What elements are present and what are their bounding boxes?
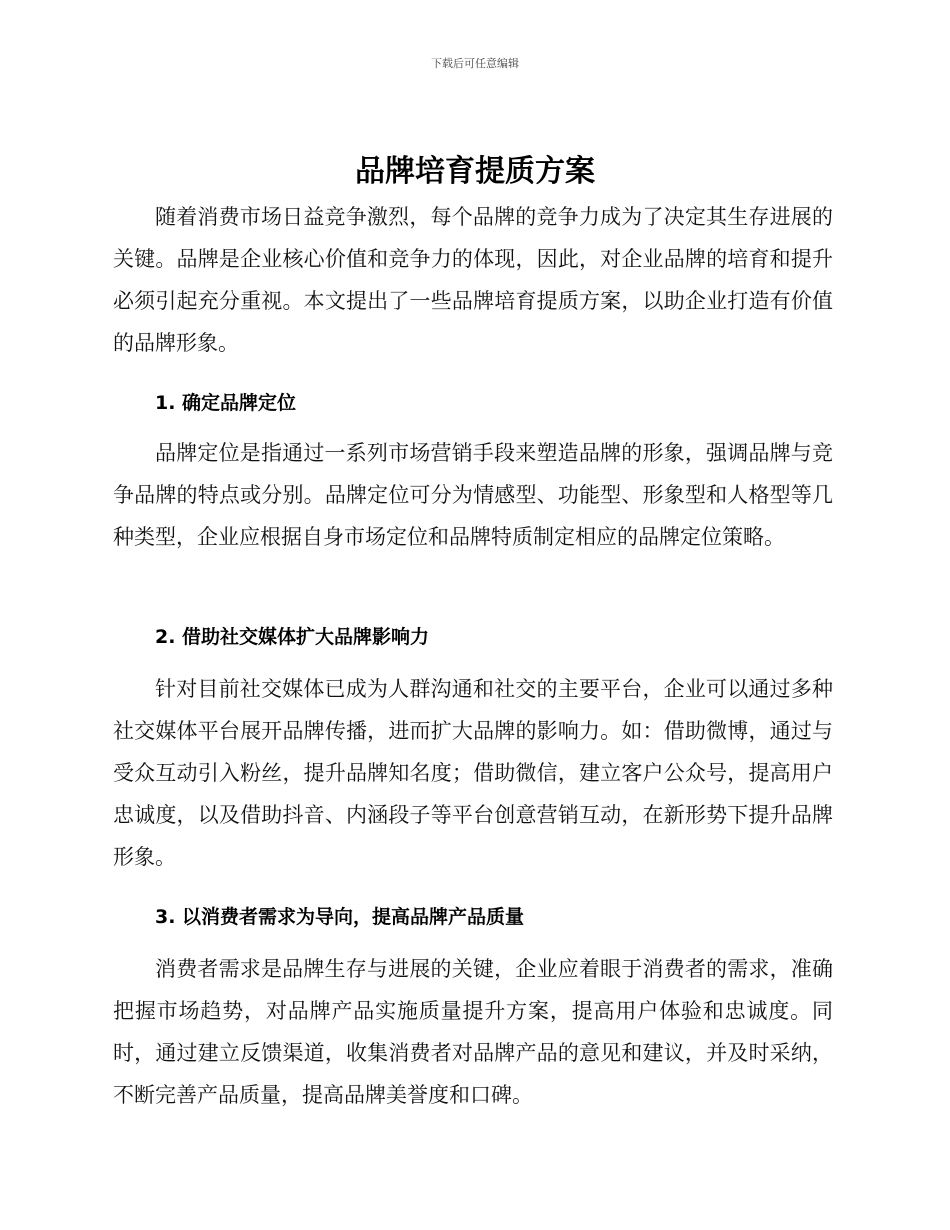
header-note: 下载后可任意编辑 xyxy=(431,57,519,70)
section-heading: 1. 确定品牌定位 xyxy=(155,392,297,414)
section-heading: 2. 借助社交媒体扩大品牌影响力 xyxy=(155,626,430,648)
page-title: 品牌培育提质方案 xyxy=(355,154,595,189)
section-3-body xyxy=(113,948,833,1116)
intro-paragraph: 随着消费市场日益竞争激烈，每个品牌的竞争力成为了决定其生存进展的关键。品牌是企业核心价值和竞争力的体现，因此，对企业品牌的培育和提升必须引起充分重视。本文提出了一些品牌培育提质方案，以助企业打造有价值的品牌形象。 xyxy=(113,205,833,355)
section-paragraph: 针对目前社交媒体已成为人群沟通和社交的主要平台，企业可以通过多种社交媒体平台展开品牌传播，进而扩大品牌的影响力。如：借助微博，通过与受众互动引入粉丝，提升品牌知名度；借助微信，建立客户公众号，提高用户忠诚度，以及借助抖音、内涵段子等平台创意营销互动，在新形势下提升品牌形象。 xyxy=(113,677,833,869)
section-1-body xyxy=(113,432,833,558)
intro-block xyxy=(113,196,833,364)
section-1 xyxy=(113,388,833,418)
section-heading: 3. 以消费者需求为导向，提高品牌产品质量 xyxy=(155,906,525,928)
section-paragraph: 品牌定位是指通过一系列市场营销手段来塑造品牌的形象，强调品牌与竞争品牌的特点或分别。品牌定位可分为情感型、功能型、形象型和人格型等几种类型，企业应根据自身市场定位和品牌特质制定相应的品牌定位策略。 xyxy=(113,441,833,549)
section-paragraph: 消费者需求是品牌生存与进展的关键，企业应着眼于消费者的需求，准确把握市场趋势，对品牌产品实施质量提升方案，提高用户体验和忠诚度。同时，通过建立反馈渠道，收集消费者对品牌产品的意见和建议，并及时采纳，不断完善产品质量，提高品牌美誉度和口碑。 xyxy=(113,957,833,1107)
section-2 xyxy=(113,622,833,652)
section-2-body xyxy=(113,668,833,878)
section-3 xyxy=(113,902,833,932)
